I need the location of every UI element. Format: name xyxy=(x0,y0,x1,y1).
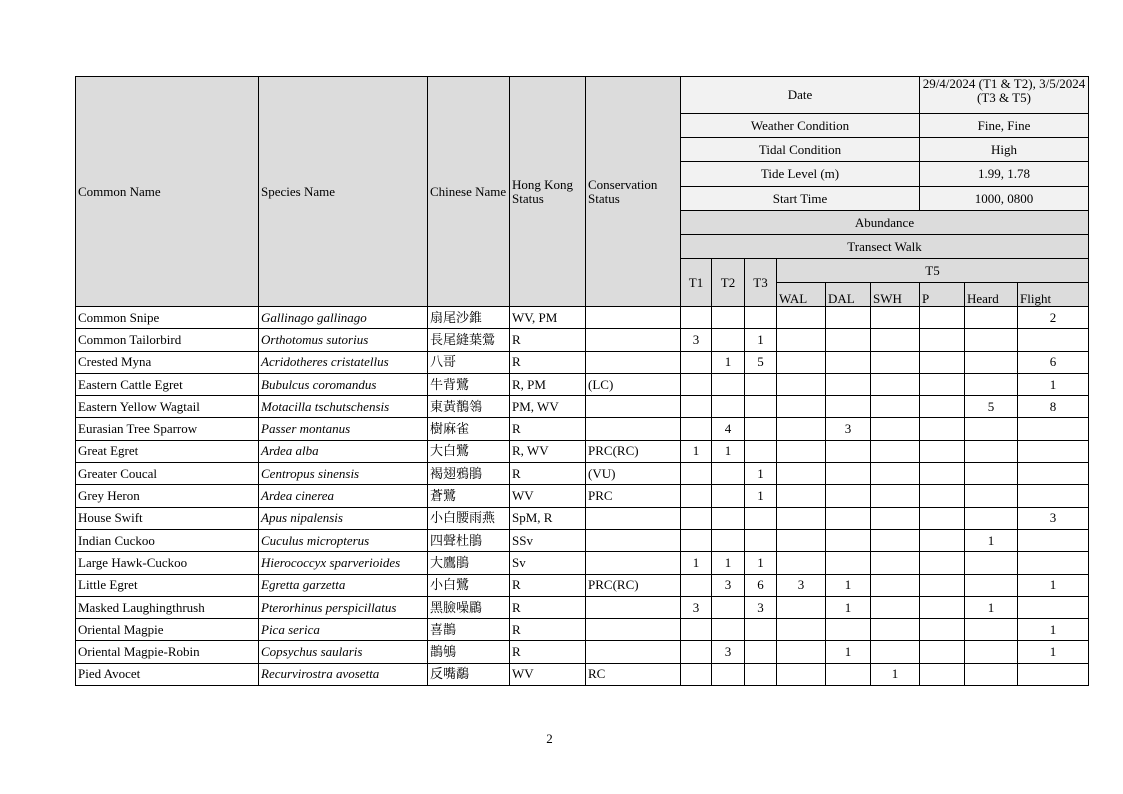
hk-status-cell: R xyxy=(510,641,586,663)
count-t5-heard-cell xyxy=(965,418,1018,440)
count-t5-p-cell xyxy=(920,418,965,440)
count-t5-heard-cell xyxy=(965,329,1018,351)
common-name-cell: House Swift xyxy=(76,507,259,529)
count-t1-cell: 1 xyxy=(681,440,712,462)
chinese-name-cell: 黑臉噪鶥 xyxy=(428,596,510,618)
count-t5-flight-cell: 2 xyxy=(1018,307,1089,329)
tidal-label: Tidal Condition xyxy=(681,138,920,162)
count-t2-cell xyxy=(712,307,745,329)
species-name-cell: Pica serica xyxy=(259,619,428,641)
count-t5-wal-cell xyxy=(777,418,826,440)
species-name-cell: Recurvirostra avosetta xyxy=(259,663,428,685)
header-t5-flight: Flight xyxy=(1018,283,1089,307)
count-t5-swh-cell xyxy=(871,373,920,395)
count-t5-swh-cell xyxy=(871,529,920,551)
header-t5-heard: Heard xyxy=(965,283,1018,307)
count-t5-dal-cell: 1 xyxy=(826,596,871,618)
count-t5-swh-cell xyxy=(871,396,920,418)
species-name-cell: Centropus sinensis xyxy=(259,463,428,485)
count-t5-flight-cell: 1 xyxy=(1018,641,1089,663)
count-t1-cell: 1 xyxy=(681,552,712,574)
count-t5-p-cell xyxy=(920,552,965,574)
count-t5-flight-cell: 1 xyxy=(1018,574,1089,596)
common-name-cell: Eastern Yellow Wagtail xyxy=(76,396,259,418)
conservation-status-cell xyxy=(586,396,681,418)
header-t2: T2 xyxy=(712,259,745,307)
count-t5-swh-cell xyxy=(871,485,920,507)
header-common-name: Common Name xyxy=(76,77,259,307)
species-name-cell: Ardea cinerea xyxy=(259,485,428,507)
weather-value: Fine, Fine xyxy=(920,114,1089,138)
count-t1-cell xyxy=(681,373,712,395)
count-t2-cell xyxy=(712,663,745,685)
count-t5-flight-cell xyxy=(1018,529,1089,551)
common-name-cell: Pied Avocet xyxy=(76,663,259,685)
table-row xyxy=(76,596,1089,618)
count-t3-cell xyxy=(745,663,777,685)
table-row xyxy=(76,440,1089,462)
common-name-cell: Crested Myna xyxy=(76,351,259,373)
hk-status-cell: R xyxy=(510,463,586,485)
chinese-name-cell: 大鷹鵑 xyxy=(428,552,510,574)
count-t1-cell xyxy=(681,351,712,373)
hk-status-cell: SSv xyxy=(510,529,586,551)
count-t5-p-cell xyxy=(920,373,965,395)
count-t5-flight-cell xyxy=(1018,485,1089,507)
count-t3-cell xyxy=(745,418,777,440)
header-t5-swh: SWH xyxy=(871,283,920,307)
count-t5-swh-cell xyxy=(871,641,920,663)
count-t5-p-cell xyxy=(920,396,965,418)
count-t5-heard-cell xyxy=(965,373,1018,395)
count-t5-heard-cell: 1 xyxy=(965,596,1018,618)
count-t5-dal-cell xyxy=(826,351,871,373)
count-t5-dal-cell xyxy=(826,329,871,351)
count-t3-cell: 5 xyxy=(745,351,777,373)
count-t5-heard-cell: 5 xyxy=(965,396,1018,418)
chinese-name-cell: 四聲杜鵑 xyxy=(428,529,510,551)
table-row xyxy=(76,619,1089,641)
date-label: Date xyxy=(681,77,920,114)
chinese-name-cell: 鵲鴝 xyxy=(428,641,510,663)
species-name-cell: Egretta garzetta xyxy=(259,574,428,596)
count-t1-cell xyxy=(681,307,712,329)
count-t5-heard-cell xyxy=(965,574,1018,596)
count-t2-cell: 1 xyxy=(712,552,745,574)
count-t5-swh-cell xyxy=(871,351,920,373)
header-species-name: Species Name xyxy=(259,77,428,307)
count-t5-swh-cell xyxy=(871,619,920,641)
species-name-cell: Passer montanus xyxy=(259,418,428,440)
count-t5-flight-cell: 1 xyxy=(1018,619,1089,641)
transect-walk-header: Transect Walk xyxy=(681,235,1089,259)
count-t2-cell xyxy=(712,373,745,395)
conservation-status-cell: PRC(RC) xyxy=(586,574,681,596)
count-t3-cell: 1 xyxy=(745,485,777,507)
count-t5-wal-cell xyxy=(777,351,826,373)
count-t3-cell xyxy=(745,507,777,529)
count-t1-cell xyxy=(681,463,712,485)
hk-status-cell: R xyxy=(510,574,586,596)
chinese-name-cell: 八哥 xyxy=(428,351,510,373)
count-t3-cell: 6 xyxy=(745,574,777,596)
count-t5-wal-cell xyxy=(777,529,826,551)
common-name-cell: Grey Heron xyxy=(76,485,259,507)
start-time-value: 1000, 0800 xyxy=(920,187,1089,211)
count-t1-cell xyxy=(681,507,712,529)
header-t5-dal: DAL xyxy=(826,283,871,307)
table-row xyxy=(76,418,1089,440)
count-t5-dal-cell: 1 xyxy=(826,574,871,596)
table-row xyxy=(76,329,1089,351)
chinese-name-cell: 樹麻雀 xyxy=(428,418,510,440)
header-t1: T1 xyxy=(681,259,712,307)
count-t3-cell xyxy=(745,373,777,395)
conservation-status-cell: RC xyxy=(586,663,681,685)
common-name-cell: Indian Cuckoo xyxy=(76,529,259,551)
table-row xyxy=(76,396,1089,418)
tide-level-label: Tide Level (m) xyxy=(681,162,920,187)
count-t5-heard-cell xyxy=(965,663,1018,685)
chinese-name-cell: 褐翅鴉鵑 xyxy=(428,463,510,485)
count-t1-cell xyxy=(681,396,712,418)
count-t3-cell xyxy=(745,307,777,329)
date-value: 29/4/2024 (T1 & T2), 3/5/2024 (T3 & T5) xyxy=(920,77,1089,114)
count-t2-cell xyxy=(712,329,745,351)
count-t5-dal-cell xyxy=(826,663,871,685)
count-t5-heard-cell xyxy=(965,619,1018,641)
conservation-status-cell xyxy=(586,507,681,529)
count-t2-cell xyxy=(712,596,745,618)
common-name-cell: Masked Laughingthrush xyxy=(76,596,259,618)
chinese-name-cell: 大白鷺 xyxy=(428,440,510,462)
conservation-status-cell xyxy=(586,641,681,663)
chinese-name-cell: 長尾縫葉鶯 xyxy=(428,329,510,351)
start-time-label: Start Time xyxy=(681,187,920,211)
count-t5-flight-cell xyxy=(1018,463,1089,485)
count-t2-cell xyxy=(712,396,745,418)
count-t3-cell: 3 xyxy=(745,596,777,618)
table-row xyxy=(76,552,1089,574)
table-row xyxy=(76,463,1089,485)
hk-status-cell: R xyxy=(510,329,586,351)
conservation-status-cell xyxy=(586,351,681,373)
count-t2-cell: 4 xyxy=(712,418,745,440)
count-t5-wal-cell xyxy=(777,485,826,507)
count-t5-heard-cell xyxy=(965,552,1018,574)
common-name-cell: Eastern Cattle Egret xyxy=(76,373,259,395)
conservation-status-cell: PRC(RC) xyxy=(586,440,681,462)
count-t5-dal-cell xyxy=(826,619,871,641)
chinese-name-cell: 小白腰雨燕 xyxy=(428,507,510,529)
count-t5-swh-cell xyxy=(871,507,920,529)
count-t5-swh-cell xyxy=(871,574,920,596)
chinese-name-cell: 喜鵲 xyxy=(428,619,510,641)
count-t2-cell: 3 xyxy=(712,641,745,663)
count-t5-flight-cell xyxy=(1018,596,1089,618)
count-t5-wal-cell xyxy=(777,641,826,663)
count-t5-p-cell xyxy=(920,574,965,596)
count-t5-p-cell xyxy=(920,507,965,529)
common-name-cell: Common Snipe xyxy=(76,307,259,329)
weather-label: Weather Condition xyxy=(681,114,920,138)
count-t5-p-cell xyxy=(920,529,965,551)
count-t3-cell: 1 xyxy=(745,329,777,351)
count-t5-wal-cell: 3 xyxy=(777,574,826,596)
count-t3-cell xyxy=(745,619,777,641)
count-t2-cell xyxy=(712,463,745,485)
conservation-status-cell xyxy=(586,329,681,351)
count-t5-heard-cell xyxy=(965,351,1018,373)
chinese-name-cell: 反嘴鷸 xyxy=(428,663,510,685)
count-t5-p-cell xyxy=(920,619,965,641)
count-t5-swh-cell xyxy=(871,552,920,574)
count-t5-swh-cell xyxy=(871,463,920,485)
count-t3-cell xyxy=(745,529,777,551)
hk-status-cell: R xyxy=(510,418,586,440)
count-t5-p-cell xyxy=(920,641,965,663)
count-t5-swh-cell xyxy=(871,307,920,329)
count-t5-swh-cell xyxy=(871,329,920,351)
hk-status-cell: WV xyxy=(510,485,586,507)
table-row xyxy=(76,529,1089,551)
table-row xyxy=(76,663,1089,685)
count-t1-cell xyxy=(681,663,712,685)
hk-status-cell: WV xyxy=(510,663,586,685)
common-name-cell: Oriental Magpie-Robin xyxy=(76,641,259,663)
count-t5-dal-cell xyxy=(826,396,871,418)
count-t5-wal-cell xyxy=(777,619,826,641)
common-name-cell: Great Egret xyxy=(76,440,259,462)
count-t5-heard-cell xyxy=(965,507,1018,529)
header-hk-status: Hong Kong Status xyxy=(510,77,586,307)
count-t5-p-cell xyxy=(920,596,965,618)
table-row xyxy=(76,507,1089,529)
tidal-value: High xyxy=(920,138,1089,162)
count-t2-cell xyxy=(712,619,745,641)
table-row xyxy=(76,574,1089,596)
count-t5-p-cell xyxy=(920,463,965,485)
count-t3-cell: 1 xyxy=(745,552,777,574)
count-t5-dal-cell xyxy=(826,552,871,574)
species-name-cell: Motacilla tschutschensis xyxy=(259,396,428,418)
tide-level-value: 1.99, 1.78 xyxy=(920,162,1089,187)
header-t5-p: P xyxy=(920,283,965,307)
count-t5-swh-cell xyxy=(871,596,920,618)
count-t5-p-cell xyxy=(920,663,965,685)
count-t5-flight-cell xyxy=(1018,552,1089,574)
count-t5-wal-cell xyxy=(777,373,826,395)
count-t3-cell xyxy=(745,440,777,462)
chinese-name-cell: 蒼鷺 xyxy=(428,485,510,507)
count-t5-dal-cell xyxy=(826,529,871,551)
count-t5-dal-cell xyxy=(826,307,871,329)
count-t1-cell xyxy=(681,529,712,551)
count-t5-heard-cell xyxy=(965,463,1018,485)
chinese-name-cell: 小白鷺 xyxy=(428,574,510,596)
count-t5-flight-cell xyxy=(1018,418,1089,440)
count-t5-heard-cell xyxy=(965,485,1018,507)
count-t5-p-cell xyxy=(920,307,965,329)
hk-status-cell: R, PM xyxy=(510,373,586,395)
count-t1-cell xyxy=(681,418,712,440)
hk-status-cell: SpM, R xyxy=(510,507,586,529)
count-t5-heard-cell xyxy=(965,440,1018,462)
count-t1-cell: 3 xyxy=(681,329,712,351)
bird-survey-table xyxy=(75,76,1089,686)
count-t2-cell xyxy=(712,529,745,551)
conservation-status-cell xyxy=(586,418,681,440)
count-t5-wal-cell xyxy=(777,663,826,685)
count-t5-swh-cell xyxy=(871,440,920,462)
count-t5-wal-cell xyxy=(777,329,826,351)
count-t5-wal-cell xyxy=(777,440,826,462)
count-t5-dal-cell xyxy=(826,463,871,485)
table-row xyxy=(76,641,1089,663)
species-name-cell: Cuculus micropterus xyxy=(259,529,428,551)
header-t3: T3 xyxy=(745,259,777,307)
count-t5-flight-cell xyxy=(1018,440,1089,462)
hk-status-cell: R xyxy=(510,619,586,641)
count-t5-wal-cell xyxy=(777,307,826,329)
count-t5-p-cell xyxy=(920,329,965,351)
abundance-header: Abundance xyxy=(681,211,1089,235)
species-name-cell: Acridotheres cristatellus xyxy=(259,351,428,373)
count-t3-cell: 1 xyxy=(745,463,777,485)
count-t5-flight-cell: 8 xyxy=(1018,396,1089,418)
hk-status-cell: R xyxy=(510,351,586,373)
count-t5-dal-cell xyxy=(826,440,871,462)
species-name-cell: Bubulcus coromandus xyxy=(259,373,428,395)
species-name-cell: Hierococcyx sparverioides xyxy=(259,552,428,574)
count-t1-cell: 3 xyxy=(681,596,712,618)
table-row xyxy=(76,351,1089,373)
count-t5-wal-cell xyxy=(777,552,826,574)
count-t5-flight-cell: 6 xyxy=(1018,351,1089,373)
count-t5-dal-cell: 1 xyxy=(826,641,871,663)
count-t5-flight-cell: 1 xyxy=(1018,373,1089,395)
count-t1-cell xyxy=(681,641,712,663)
header-t5: T5 xyxy=(777,259,1089,283)
common-name-cell: Eurasian Tree Sparrow xyxy=(76,418,259,440)
species-name-cell: Pterorhinus perspicillatus xyxy=(259,596,428,618)
count-t5-p-cell xyxy=(920,440,965,462)
count-t1-cell xyxy=(681,619,712,641)
header-conservation-status: Conservation Status xyxy=(586,77,681,307)
species-name-cell: Gallinago gallinago xyxy=(259,307,428,329)
conservation-status-cell: (VU) xyxy=(586,463,681,485)
hk-status-cell: Sv xyxy=(510,552,586,574)
count-t5-swh-cell: 1 xyxy=(871,663,920,685)
chinese-name-cell: 東黃鶺鴒 xyxy=(428,396,510,418)
conservation-status-cell xyxy=(586,596,681,618)
count-t2-cell: 1 xyxy=(712,351,745,373)
count-t5-flight-cell: 3 xyxy=(1018,507,1089,529)
count-t2-cell: 1 xyxy=(712,440,745,462)
count-t2-cell xyxy=(712,507,745,529)
count-t1-cell xyxy=(681,485,712,507)
common-name-cell: Little Egret xyxy=(76,574,259,596)
hk-status-cell: WV, PM xyxy=(510,307,586,329)
common-name-cell: Large Hawk-Cuckoo xyxy=(76,552,259,574)
count-t5-heard-cell xyxy=(965,641,1018,663)
species-name-cell: Orthotomus sutorius xyxy=(259,329,428,351)
hk-status-cell: R, WV xyxy=(510,440,586,462)
header-t5-wal: WAL xyxy=(777,283,826,307)
table-row xyxy=(76,373,1089,395)
species-name-cell: Apus nipalensis xyxy=(259,507,428,529)
count-t5-dal-cell: 3 xyxy=(826,418,871,440)
count-t5-p-cell xyxy=(920,351,965,373)
count-t1-cell xyxy=(681,574,712,596)
conservation-status-cell xyxy=(586,529,681,551)
count-t5-flight-cell xyxy=(1018,329,1089,351)
count-t5-wal-cell xyxy=(777,596,826,618)
count-t2-cell xyxy=(712,485,745,507)
chinese-name-cell: 扇尾沙錐 xyxy=(428,307,510,329)
common-name-cell: Greater Coucal xyxy=(76,463,259,485)
count-t5-swh-cell xyxy=(871,418,920,440)
species-name-cell: Copsychus saularis xyxy=(259,641,428,663)
count-t5-p-cell xyxy=(920,485,965,507)
count-t5-wal-cell xyxy=(777,396,826,418)
count-t3-cell xyxy=(745,396,777,418)
species-name-cell: Ardea alba xyxy=(259,440,428,462)
conservation-status-cell xyxy=(586,552,681,574)
count-t5-dal-cell xyxy=(826,507,871,529)
count-t5-flight-cell xyxy=(1018,663,1089,685)
count-t5-dal-cell xyxy=(826,373,871,395)
count-t5-wal-cell xyxy=(777,463,826,485)
chinese-name-cell: 牛背鷺 xyxy=(428,373,510,395)
hk-status-cell: R xyxy=(510,596,586,618)
table-row xyxy=(76,307,1089,329)
conservation-status-cell xyxy=(586,307,681,329)
count-t5-wal-cell xyxy=(777,507,826,529)
count-t2-cell: 3 xyxy=(712,574,745,596)
header-chinese-name: Chinese Name xyxy=(428,77,510,307)
common-name-cell: Oriental Magpie xyxy=(76,619,259,641)
count-t3-cell xyxy=(745,641,777,663)
count-t5-dal-cell xyxy=(826,485,871,507)
page-number: 2 xyxy=(546,731,553,746)
count-t5-heard-cell: 1 xyxy=(965,529,1018,551)
common-name-cell: Common Tailorbird xyxy=(76,329,259,351)
conservation-status-cell: (LC) xyxy=(586,373,681,395)
conservation-status-cell: PRC xyxy=(586,485,681,507)
count-t5-heard-cell xyxy=(965,307,1018,329)
conservation-status-cell xyxy=(586,619,681,641)
table-row xyxy=(76,485,1089,507)
hk-status-cell: PM, WV xyxy=(510,396,586,418)
